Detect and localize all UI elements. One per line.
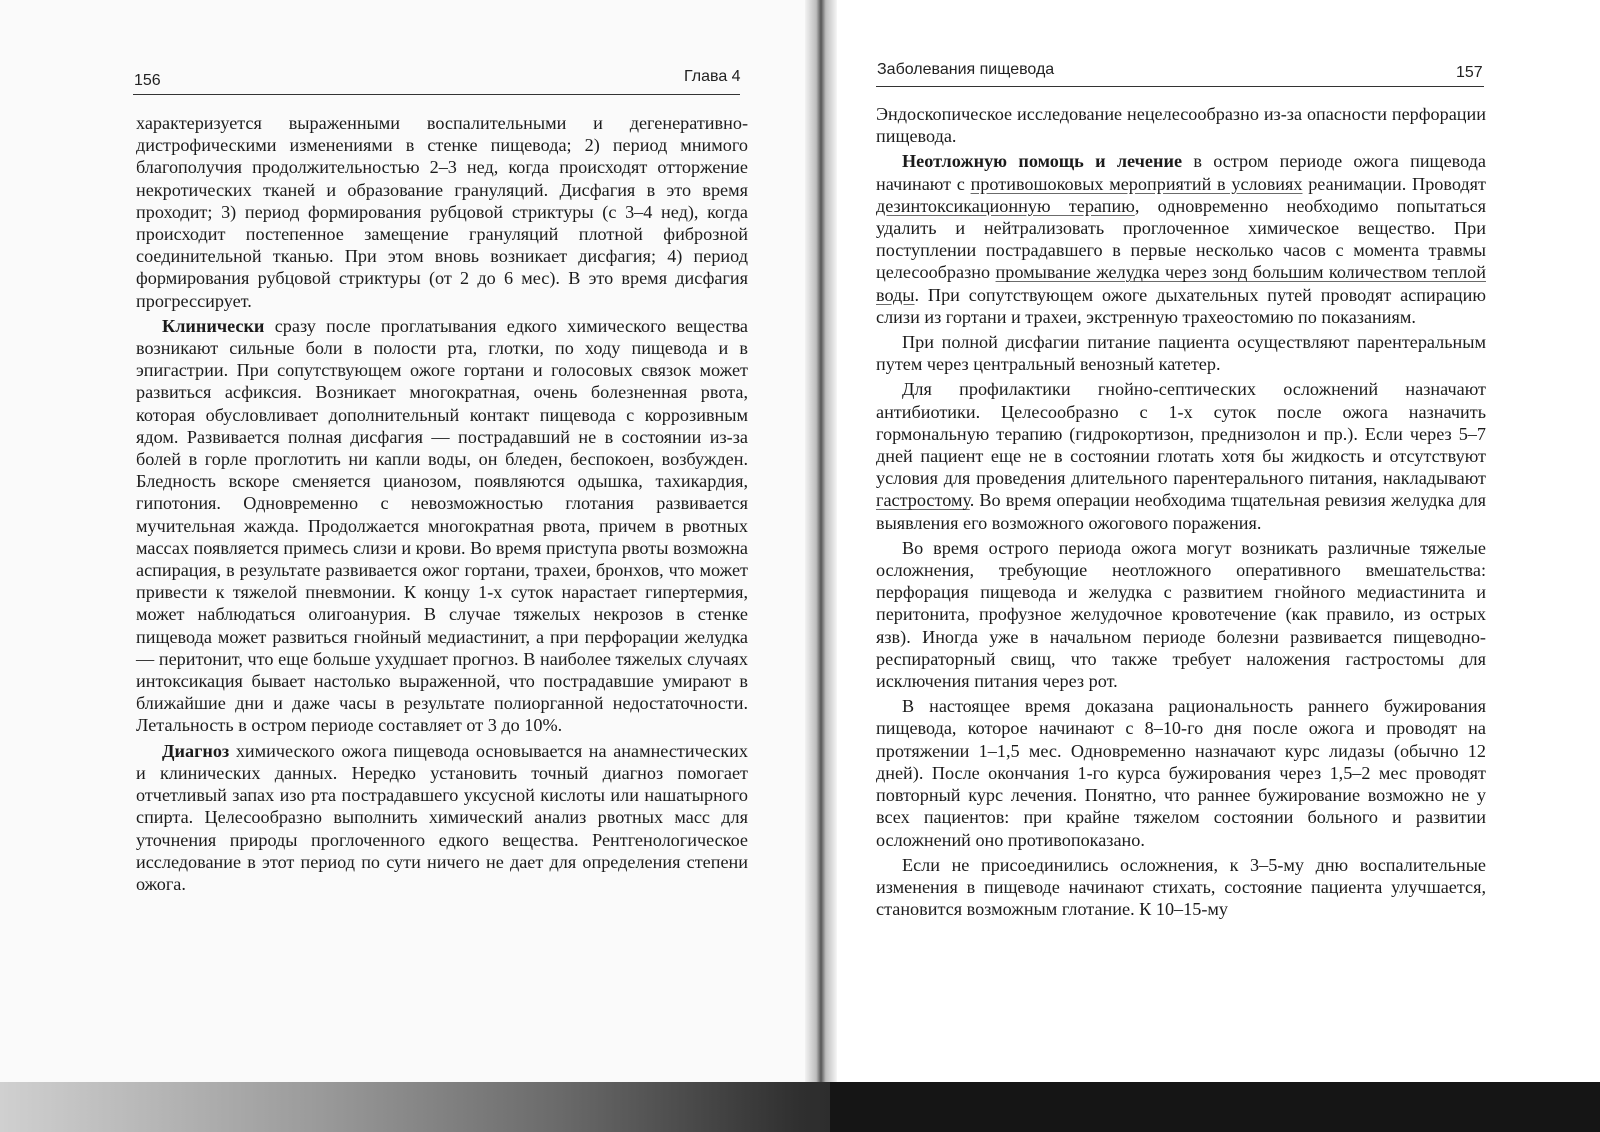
paragraph-text: Эндоскопическое исследование нецелесообразно из-за опасности перфорации пищевода. xyxy=(876,104,1486,147)
right-header-rule xyxy=(876,86,1484,87)
paragraph xyxy=(876,537,1486,692)
paragraph-text: . Во время операции необходима тщательная ревизия желудка для выявления его возможного ожогового поражения. xyxy=(876,490,1486,533)
paragraph-lead: Клинически xyxy=(162,315,265,336)
underlined-text: промывание желудка через зонд большим количеством теплой воды xyxy=(876,262,1486,305)
paragraph xyxy=(876,150,1486,328)
paragraph-lead: Неотложную помощь и лечение xyxy=(902,151,1183,172)
book-gutter xyxy=(805,0,837,1132)
paragraph-text: Во время острого периода ожога могут возникать различные тяжелые осложнения, требующие неотложного оперативного вмешательства: перфорация пищевода и желудка с развитием гнойного медиастинита и перитонита, профузное желудочное кровотечение (как правило, из острых язв). Иногда уже в начальном периоде болезни развивается пищеводно-респираторный свищ, что также требует наложения гастростомы для исключения питания через рот. xyxy=(876,537,1486,692)
underlined-text: противошоковых мероприятий в условиях xyxy=(970,173,1303,194)
paragraph xyxy=(876,331,1486,375)
paragraph xyxy=(136,112,748,312)
paragraph-text: . При сопутствующем ожоге дыхательных путей проводят аспирацию слизи из гортани и трахеи, экстренную трахеостомию по показаниям. xyxy=(876,284,1486,327)
paragraph xyxy=(136,740,748,895)
paragraph xyxy=(876,854,1486,921)
left-header-rule xyxy=(133,94,740,95)
underlined-text: дезинтоксикационную терапию xyxy=(876,195,1135,216)
paragraph-text: сразу после проглатывания едкого химического вещества возникают сильные боли в полости рта, глотки, по ходу пищевода и в эпигастрии. При сопутствующем ожоге гортани и голосовых связок может развиться асфиксия. Возникает многократная, очень болезненная рвота, которая обусловливает дополнительный контакт пищевода с коррозивным ядом. Развивается полная дисфагия — пострадавший не в состоянии из-за болей в горле проглотить ни капли воды, он бледен, беспокоен, возбужден. Бледность вскоре сменяется цианозом, появляются одышка, тахикардия, гипотония. Одновременно с невозможностью глотания развивается мучительная жажда. Продолжается многократная рвота, причем в рвотных массах появляется примесь слизи и крови. Во время приступа рвоты возможна аспирация, в результате развивается ожог гортани, трахеи, бронхов, что может привести к тяжелой пневмонии. К концу 1-х суток нарастает гипертермия, может наблюдаться олигоанурия. В случае тяжелых некрозов в стенке пищевода может развиться гнойный медиастинит, а при перфорации желудка — перитонит, что еще больше ухудшает прогноз. В наиболее тяжелых случаях интоксикация бывает настолько выраженной, что пострадавшие умирают в ближайшие дни и даже часы в результате полиорганной недостаточности. Летальность в остром периоде составляет от 3 до 10%. xyxy=(136,315,748,736)
right-text-column xyxy=(876,103,1486,923)
paragraph-text: в остром периоде ожога пищевода начинают с xyxy=(876,151,1486,194)
left-page-number: 156 xyxy=(134,72,161,89)
paragraph xyxy=(876,695,1486,850)
paragraph xyxy=(876,103,1486,147)
left-running-head: Глава 4 xyxy=(684,68,741,85)
underlined-text: гастростому xyxy=(876,490,970,511)
scan-bottom-shadow-right xyxy=(830,1082,1600,1132)
paragraph xyxy=(876,378,1486,533)
paragraph-text: реанимации. Проводят xyxy=(1302,173,1486,194)
paragraph-text: характеризуется выраженными воспалительными и дегенеративно-дистрофическими изменениями в стенке пищевода; 2) период мнимого благополучия продолжительностью 2–3 нед, когда происходят отторжение некротических тканей и образование грануляций. Дисфагия в это время проходит; 3) период формирования рубцовой стриктуры (с 3–4 нед), когда происходит постепенное замещение грануляций плотной фиброзной соединительной тканью. При этом вновь возникает дисфагия; 4) период формирования рубцовой стриктуры (от 2 до 6 мес). В это время дисфагия прогрессирует. xyxy=(136,113,748,311)
paragraph-text: Если не присоединились осложнения, к 3–5-му дню воспалительные изменения в пищеводе начинают стихать, состояние пациента улучшается, становится возможным глотание. К 10–15-му xyxy=(876,854,1486,920)
right-running-head: Заболевания пищевода xyxy=(877,61,1055,78)
paragraph-text: химического ожога пищевода основывается на анамнестических и клинических данных. Нередко установить точный диагноз помогает отчетливый запах изо рта пострадавшего уксусной кислоты или нашатырного спирта. Целесообразно выполнить химический анализ рвотных масс для уточнения природы проглоченного едкого вещества. Рентгенологическое исследование в этот период по сути ничего не дает для определения степени ожога. xyxy=(136,740,748,894)
paragraph-text: , одновременно необходимо попытаться удалить и нейтрализовать проглоченное химическое вещество. При поступлении пострадавшего в первые несколько часов с момента травмы целесообразно xyxy=(876,195,1486,283)
right-page-number: 157 xyxy=(1456,64,1483,81)
paragraph-lead: Диагноз xyxy=(162,740,230,761)
left-text-column xyxy=(136,112,748,898)
paragraph-text: При полной дисфагии питание пациента осуществляют парентеральным путем через центральный венозный катетер. xyxy=(876,332,1486,375)
paragraph xyxy=(136,315,748,737)
paragraph-text: В настоящее время доказана рациональность раннего бужирования пищевода, которое начинают с 8–10-го дня после ожога и проводят на протяжении 1–1,5 мес. Одновременно назначают курс лидазы (обычно 12 дней). После окончания 1-го курса бужирования через 1,5–2 мес проводят повторный курс лечения. Понятно, что раннее бужирование возможно не у всех пациентов: при крайне тяжелом состоянии больного и развитии осложнений оно противопоказано. xyxy=(876,696,1486,850)
paragraph-text: Для профилактики гнойно-септических осложнений назначают антибиотики. Целесообразно с 1-х суток после ожога назначить гормональную терапию (гидрокортизон, преднизолон и пр.). Если через 5–7 дней пациент еще не в состоянии глотать хотя бы жидкость и отсутствуют условия для проведения длительного парентерального питания, накладывают xyxy=(876,379,1486,489)
